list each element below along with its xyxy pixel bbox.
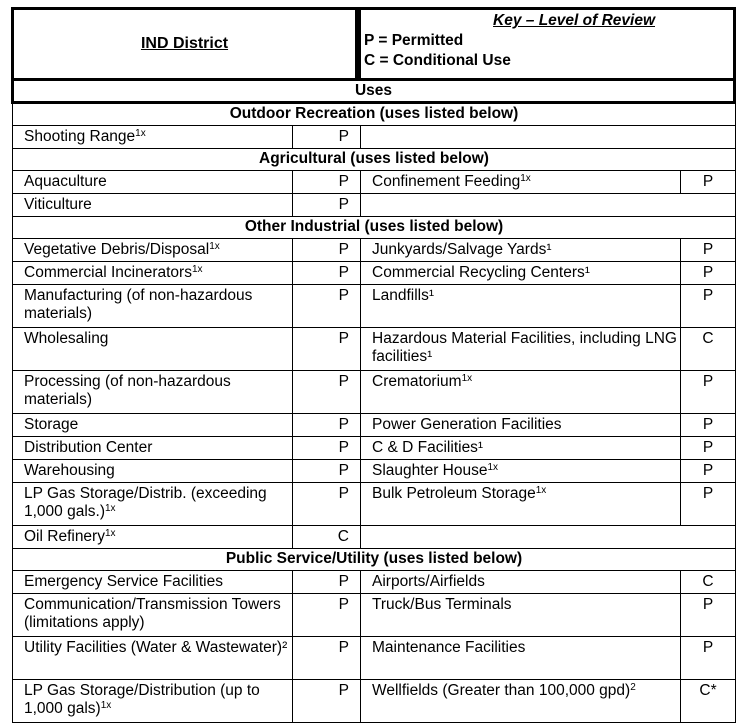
section-title: Public Service/Utility (uses listed below) bbox=[13, 549, 736, 571]
table-row bbox=[13, 194, 736, 217]
table-row bbox=[13, 239, 736, 262]
use-label: Shooting Range bbox=[24, 128, 136, 145]
left-use-name bbox=[13, 126, 293, 149]
table-row bbox=[13, 637, 736, 680]
right-review-level: P bbox=[681, 262, 736, 285]
key-permitted: P = Permitted bbox=[364, 32, 464, 49]
table-row bbox=[13, 285, 736, 328]
use-label: Maintenance Facilities bbox=[372, 639, 526, 656]
left-review-level: P bbox=[293, 460, 361, 483]
left-review-level: P bbox=[293, 483, 361, 526]
right-use-name bbox=[361, 637, 681, 680]
header-box bbox=[11, 7, 736, 104]
table-row bbox=[13, 171, 736, 194]
table-row bbox=[13, 594, 736, 637]
table-row bbox=[13, 571, 736, 594]
right-review-level: P bbox=[681, 483, 736, 526]
use-label: Confinement Feeding bbox=[372, 173, 521, 190]
empty-cell bbox=[361, 126, 736, 149]
right-review-level: P bbox=[681, 371, 736, 414]
section-title: Outdoor Recreation (uses listed below) bbox=[13, 104, 736, 126]
table-row bbox=[13, 371, 736, 414]
table-row bbox=[13, 437, 736, 460]
left-use-name bbox=[13, 194, 293, 217]
right-review-level: C* bbox=[681, 680, 736, 723]
right-review-level: P bbox=[681, 594, 736, 637]
use-label: Commercial Incinerators bbox=[24, 264, 192, 281]
key-conditional: C = Conditional Use bbox=[364, 52, 511, 69]
empty-cell bbox=[361, 526, 736, 549]
footnote-marker: 1x bbox=[100, 700, 112, 711]
left-review-level: C bbox=[293, 526, 361, 549]
left-review-level: P bbox=[293, 285, 361, 328]
right-use-name bbox=[361, 460, 681, 483]
left-use-name bbox=[13, 371, 293, 414]
left-review-level: P bbox=[293, 680, 361, 723]
left-review-level: P bbox=[293, 171, 361, 194]
footnote-marker: 1x bbox=[135, 128, 146, 139]
section-title: Agricultural (uses listed below) bbox=[13, 149, 736, 171]
left-review-level: P bbox=[293, 637, 361, 680]
use-label: Slaughter House bbox=[372, 462, 488, 479]
footnote-marker: 1x bbox=[520, 173, 531, 184]
left-review-level: P bbox=[293, 594, 361, 637]
footnote-marker: 1x bbox=[191, 264, 203, 275]
right-use-name bbox=[361, 285, 681, 328]
footnote-marker: 1x bbox=[209, 241, 220, 252]
use-label: Aquaculture bbox=[24, 173, 107, 190]
left-use-name bbox=[13, 483, 293, 526]
right-use-name bbox=[361, 414, 681, 437]
use-label: C & D Facilities¹ bbox=[372, 439, 484, 456]
use-label: Bulk Petroleum Storage bbox=[372, 485, 536, 502]
right-use-name bbox=[361, 171, 681, 194]
uses-heading: Uses bbox=[354, 82, 393, 99]
use-label: Landfills¹ bbox=[372, 287, 435, 304]
use-label: LP Gas Storage/Distrib. (exceeding 1,000 gals.) bbox=[24, 485, 267, 520]
left-use-name bbox=[13, 171, 293, 194]
table-row bbox=[13, 262, 736, 285]
left-use-name bbox=[13, 680, 293, 723]
right-use-name bbox=[361, 571, 681, 594]
section-header-row bbox=[13, 149, 736, 171]
footnote-marker: 1x bbox=[104, 528, 116, 539]
key-legend bbox=[364, 10, 731, 78]
right-use-name bbox=[361, 680, 681, 723]
right-use-name bbox=[361, 371, 681, 414]
district-title: IND District bbox=[140, 35, 229, 52]
table-row bbox=[13, 526, 736, 549]
table-row bbox=[13, 414, 736, 437]
left-use-name bbox=[13, 571, 293, 594]
left-review-level: P bbox=[293, 414, 361, 437]
left-use-name bbox=[13, 414, 293, 437]
use-label: Junkyards/Salvage Yards¹ bbox=[372, 241, 552, 258]
right-use-name bbox=[361, 594, 681, 637]
section-header-row bbox=[13, 217, 736, 239]
use-label: Commercial Recycling Centers¹ bbox=[372, 264, 590, 281]
right-use-name bbox=[361, 437, 681, 460]
left-review-level: P bbox=[293, 262, 361, 285]
left-review-level: P bbox=[293, 437, 361, 460]
use-label: Power Generation Facilities bbox=[372, 416, 562, 433]
left-review-level: P bbox=[293, 194, 361, 217]
use-label: Warehousing bbox=[24, 462, 115, 479]
use-label: Airports/Airfields bbox=[372, 573, 485, 590]
use-label: Manufacturing (of non-hazardous materials) bbox=[24, 287, 253, 322]
key-title: Key – Level of Review bbox=[493, 12, 655, 29]
table-row bbox=[13, 680, 736, 723]
use-label: Storage bbox=[24, 416, 79, 433]
right-review-level: P bbox=[681, 171, 736, 194]
table-row bbox=[13, 483, 736, 526]
footnote-marker: 1x bbox=[535, 485, 547, 496]
right-review-level: P bbox=[681, 239, 736, 262]
left-use-name bbox=[13, 328, 293, 371]
left-use-name bbox=[13, 285, 293, 328]
table-row bbox=[13, 126, 736, 149]
right-review-level: C bbox=[681, 328, 736, 371]
left-use-name bbox=[13, 637, 293, 680]
right-review-level: P bbox=[681, 285, 736, 328]
left-use-name bbox=[13, 594, 293, 637]
left-review-level: P bbox=[293, 328, 361, 371]
empty-cell bbox=[361, 194, 736, 217]
left-use-name bbox=[13, 239, 293, 262]
right-use-name bbox=[361, 328, 681, 371]
left-review-level: P bbox=[293, 571, 361, 594]
use-label: Truck/Bus Terminals bbox=[372, 596, 512, 613]
right-review-level: P bbox=[681, 460, 736, 483]
use-label: Oil Refinery bbox=[24, 528, 105, 545]
footnote-marker: 2 bbox=[630, 682, 636, 693]
use-label: Processing (of non-hazardous materials) bbox=[24, 373, 231, 408]
right-use-name bbox=[361, 262, 681, 285]
use-label: Distribution Center bbox=[24, 439, 153, 456]
use-label: Hazardous Material Facilities, including LNG facilities¹ bbox=[372, 330, 677, 365]
section-header-row bbox=[13, 104, 736, 126]
use-label: Crematorium bbox=[372, 373, 462, 390]
left-use-name bbox=[13, 437, 293, 460]
left-review-level: P bbox=[293, 239, 361, 262]
use-label: Emergency Service Facilities bbox=[24, 573, 223, 590]
right-review-level: P bbox=[681, 437, 736, 460]
footnote-marker: 1x bbox=[487, 462, 499, 473]
use-label: Viticulture bbox=[24, 196, 92, 213]
right-use-name bbox=[361, 483, 681, 526]
section-title: Other Industrial (uses listed below) bbox=[13, 217, 736, 239]
table-row bbox=[13, 460, 736, 483]
left-review-level: P bbox=[293, 371, 361, 414]
use-label: Wholesaling bbox=[24, 330, 109, 347]
right-review-level: P bbox=[681, 414, 736, 437]
header-divider bbox=[355, 10, 361, 79]
right-review-level: C bbox=[681, 571, 736, 594]
uses-table bbox=[12, 103, 736, 723]
section-header-row bbox=[13, 549, 736, 571]
use-label: Communication/Transmission Towers (limitations apply) bbox=[24, 596, 281, 631]
footnote-marker: 1x bbox=[105, 503, 116, 514]
table-row bbox=[13, 328, 736, 371]
left-use-name bbox=[13, 460, 293, 483]
right-use-name bbox=[361, 239, 681, 262]
use-label: LP Gas Storage/Distribution (up to 1,000 gals) bbox=[24, 682, 260, 717]
use-label: Wellfields (Greater than 100,000 gpd) bbox=[372, 682, 631, 699]
left-review-level: P bbox=[293, 126, 361, 149]
use-label: Vegetative Debris/Disposal bbox=[24, 241, 210, 258]
right-review-level: P bbox=[681, 637, 736, 680]
left-use-name bbox=[13, 526, 293, 549]
use-label: Utility Facilities (Water & Wastewater)² bbox=[24, 639, 288, 656]
left-use-name bbox=[13, 262, 293, 285]
footnote-marker: 1x bbox=[461, 373, 473, 384]
